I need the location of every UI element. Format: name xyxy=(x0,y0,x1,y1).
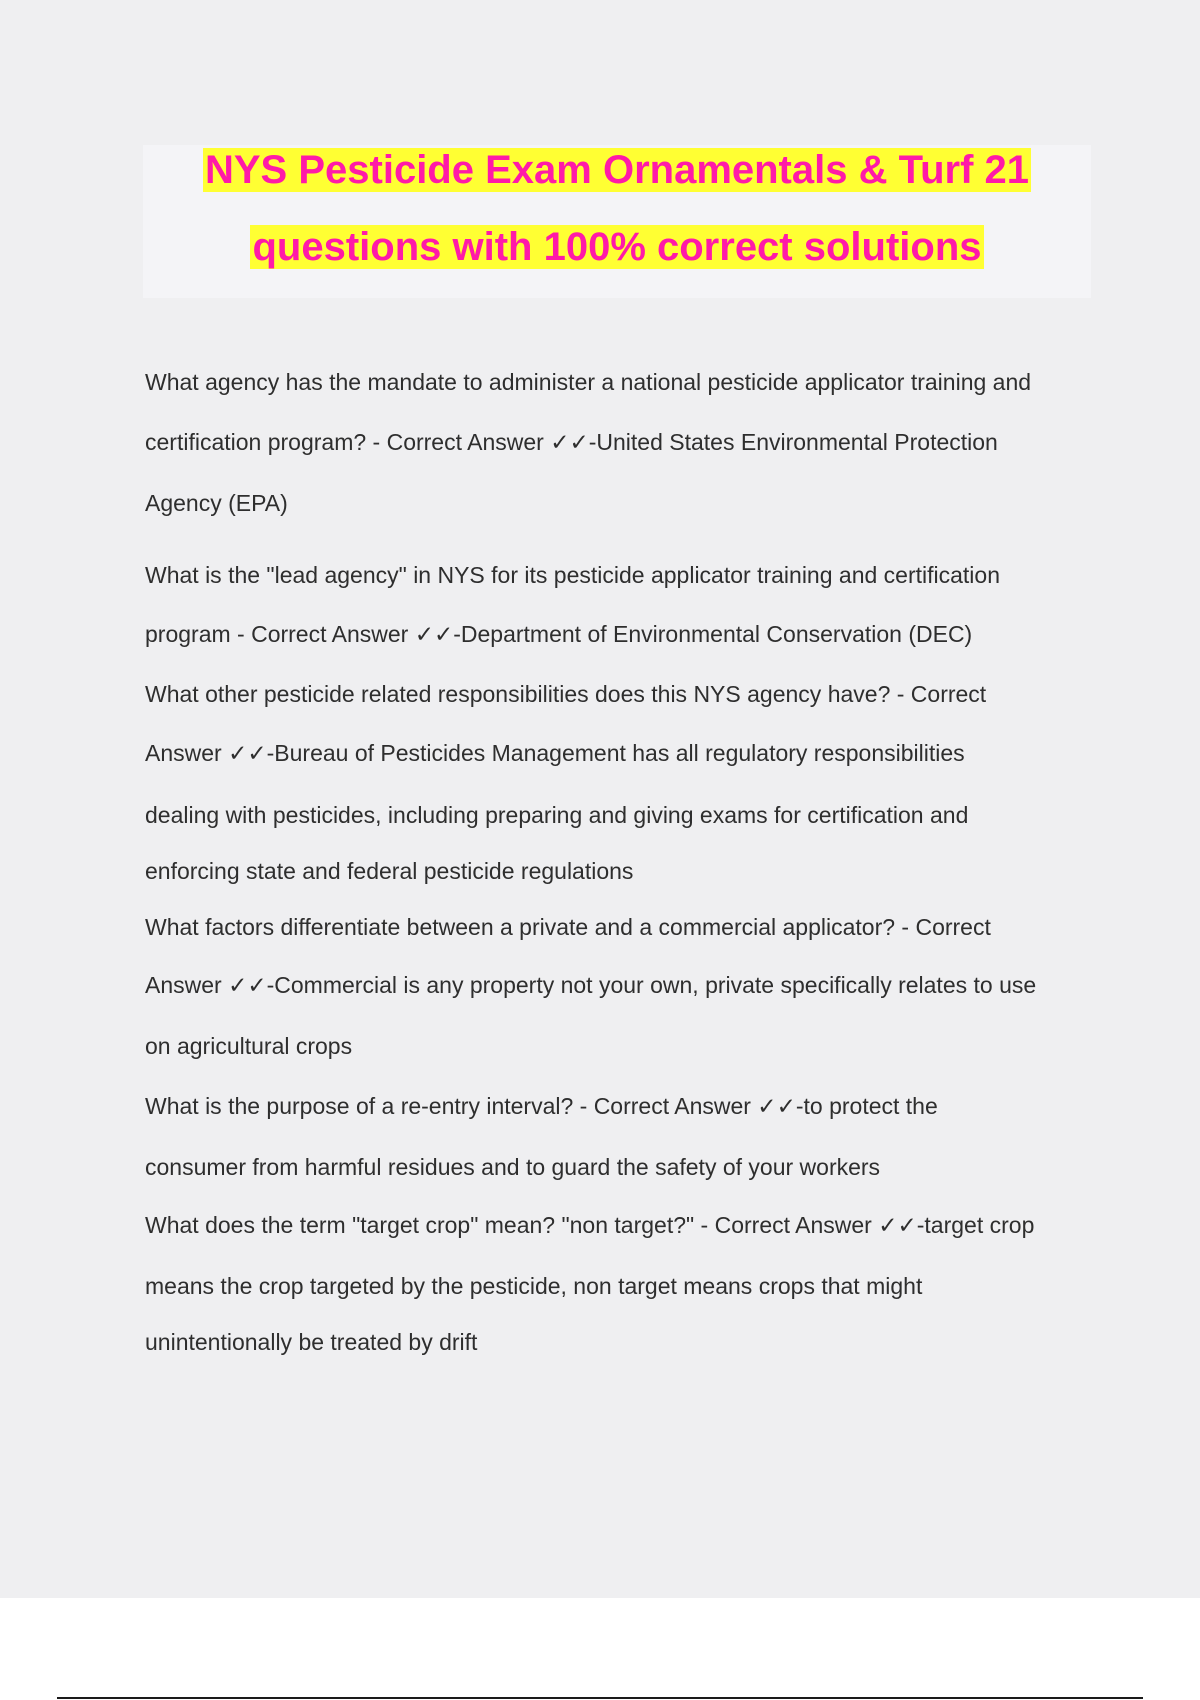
title-line-1: NYS Pesticide Exam Ornamentals & Turf 21 xyxy=(204,148,1029,192)
title-line-2: questions with 100% correct solutions xyxy=(252,225,982,269)
body-line: What agency has the mandate to administer a national pesticide applicator training and xyxy=(145,369,1032,395)
body-line: enforcing state and federal pesticide regulations xyxy=(145,858,634,884)
page-divider xyxy=(57,1697,1143,1699)
body-line: certification program? - Correct Answer ✓✓-United States Environmental Protection xyxy=(145,429,998,455)
body-line: Answer ✓✓-Commercial is any property not your own, private specifically relates to use xyxy=(145,972,1037,998)
body-line: What is the "lead agency" in NYS for its pesticide applicator training and certification xyxy=(145,562,1000,588)
body-line: Agency (EPA) xyxy=(145,490,288,516)
body-line: What is the purpose of a re-entry interval? - Correct Answer ✓✓-to protect the xyxy=(145,1093,938,1119)
body-line: program - Correct Answer ✓✓-Department of Environmental Conservation (DEC) xyxy=(145,621,973,647)
body-line: on agricultural crops xyxy=(145,1033,353,1059)
body-line: What does the term "target crop" mean? "non target?" - Correct Answer ✓✓-target crop xyxy=(145,1212,1035,1238)
body-line: What other pesticide related responsibilities does this NYS agency have? - Correct xyxy=(145,681,987,707)
body-line: unintentionally be treated by drift xyxy=(145,1329,478,1355)
body-line: consumer from harmful residues and to guard the safety of your workers xyxy=(145,1154,881,1180)
body-line: means the crop targeted by the pesticide, non target means crops that might xyxy=(145,1273,923,1299)
body-line: Answer ✓✓-Bureau of Pesticides Management has all regulatory responsibilities xyxy=(145,740,965,766)
document-title xyxy=(143,145,1091,298)
body-line: dealing with pesticides, including preparing and giving exams for certification and xyxy=(145,802,969,828)
body-line: What factors differentiate between a private and a commercial applicator? - Correct xyxy=(145,914,991,940)
